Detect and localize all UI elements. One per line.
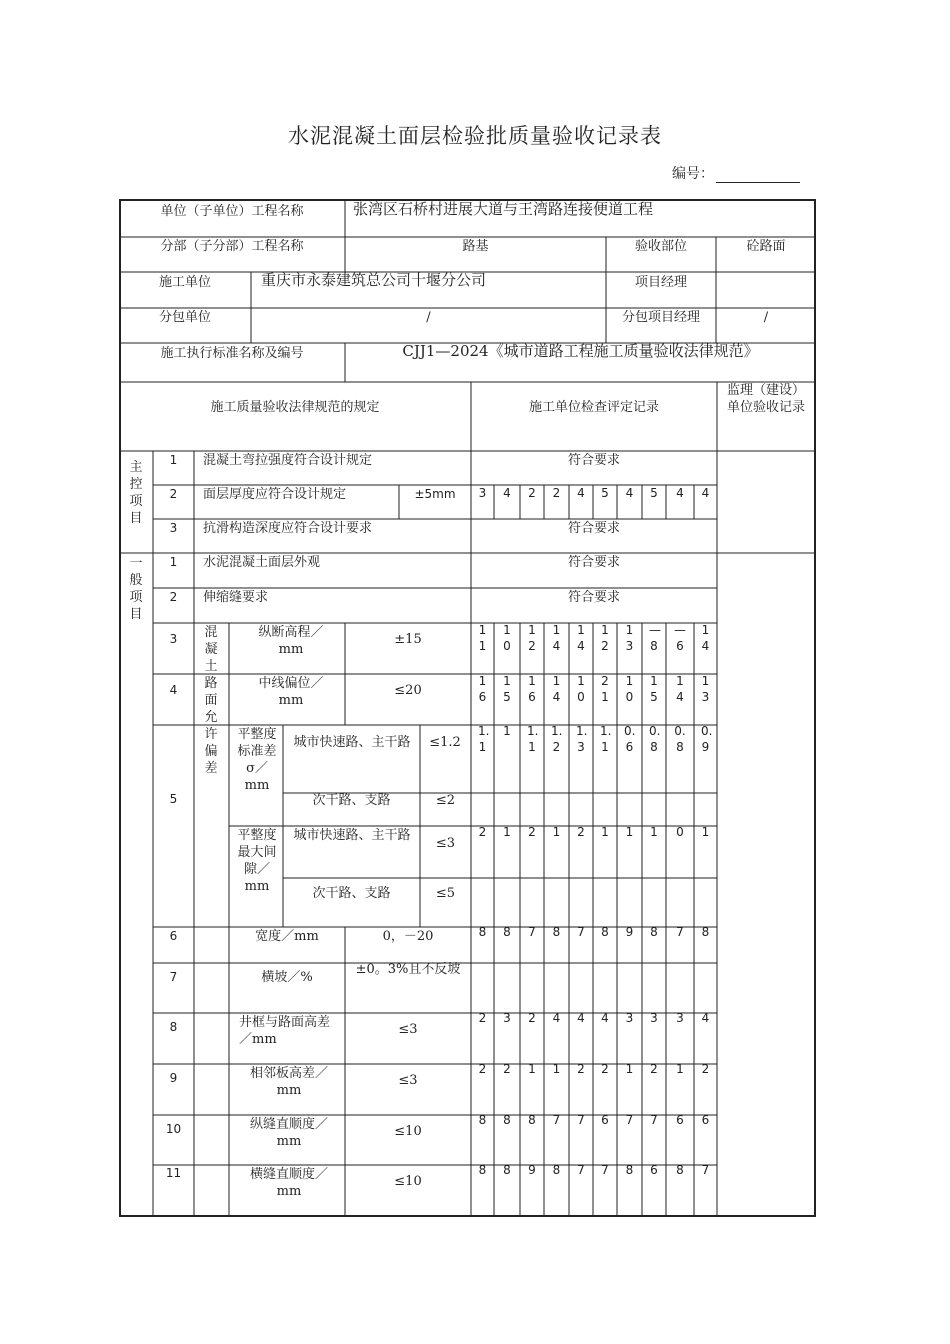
- deviation-item-tolerance: ≤3: [398, 1022, 418, 1037]
- sub-project-label: 分部（子分部）工程名称: [160, 239, 304, 254]
- deviation-item-name: 纵缝直顺度／mm: [249, 1117, 328, 1149]
- measurement-value: —8: [649, 623, 661, 653]
- measurement-value: 1: [552, 825, 561, 839]
- measurement-value: 8: [478, 925, 487, 939]
- measurement-value: 8: [503, 1163, 511, 1177]
- measurement-value: 21: [601, 674, 609, 704]
- deviation-item-name: 中线偏位／mm: [258, 676, 324, 708]
- measurement-value: 7: [577, 925, 585, 939]
- general-group-label: 一般项目: [129, 556, 143, 622]
- main-item-result: 符合要求: [567, 453, 620, 468]
- measurement-value: 12: [601, 623, 609, 653]
- measurement-value: 8: [676, 1163, 684, 1177]
- measurement-value: 1.1: [478, 724, 490, 754]
- measurement-value: 2: [528, 825, 536, 839]
- measurement-value: 2: [601, 1062, 609, 1076]
- measurement-value: 1.3: [576, 724, 588, 754]
- measurement-value: 1: [650, 825, 658, 839]
- constructor-label: 施工单位: [158, 275, 211, 290]
- main-item-name: 抗滑构造深度应符合设计要求: [203, 521, 373, 536]
- unit-project-label: 单位（子单位）工程名称: [160, 204, 304, 219]
- page-title: 水泥混凝土面层检验批质量验收记录表: [288, 124, 662, 148]
- measurement-value: 1.1: [527, 724, 539, 754]
- measurement-value: 4: [601, 1011, 609, 1025]
- deviation-item-tolerance: ≤3: [398, 1073, 418, 1088]
- measurement-value: 2: [650, 1062, 658, 1076]
- measurement-value: 13: [625, 623, 634, 653]
- deviation-item-no: 4: [169, 683, 178, 697]
- measurement-value: 7: [601, 1163, 609, 1177]
- deviation-item-no: 8: [169, 1020, 178, 1034]
- deviation-item-name: 纵断高程／mm: [258, 625, 324, 657]
- flatness-item-no: 5: [169, 792, 178, 806]
- deviation-group-label: 混凝土路面允许偏差: [204, 625, 218, 776]
- measurement-value: 6: [601, 1113, 609, 1127]
- measurement-value: 9: [625, 925, 634, 939]
- deviation-item-no: 3: [169, 632, 178, 646]
- measurement-value: 7: [625, 1113, 634, 1127]
- general-item-no: 1: [169, 555, 178, 569]
- measurement-value: 11: [478, 623, 487, 653]
- supervisor-column-header: 监理（建设）单位验收记录: [726, 383, 805, 415]
- flatness-tolerance: ≤3: [435, 836, 456, 851]
- unit-project-value: 张湾区石桥村进展大道与王湾路连接便道工程: [353, 200, 654, 218]
- measurement-value: 4: [577, 486, 585, 500]
- main-item-name: 面层厚度应符合设计规定: [203, 487, 347, 502]
- deviation-item-tolerance: ±15: [394, 632, 422, 647]
- measurement-value: 8: [552, 1163, 561, 1177]
- measurement-value: 8: [552, 925, 561, 939]
- deviation-item-name: 井框与路面高差／mm: [239, 1015, 331, 1047]
- measurement-value: 10: [625, 674, 634, 704]
- deviation-item-name: 宽度／mm: [255, 929, 319, 944]
- measurement-value: —6: [674, 623, 686, 653]
- measurement-value: 0.6: [624, 724, 636, 754]
- measurement-value: 8: [503, 925, 511, 939]
- measurement-value: 5: [601, 486, 609, 500]
- measurement-value: 6: [650, 1163, 658, 1177]
- measurement-value: 4: [701, 486, 710, 500]
- flatness-tolerance: ≤2: [435, 793, 456, 808]
- measurement-value: 9: [528, 1163, 536, 1177]
- measurement-value: 8: [528, 1113, 536, 1127]
- general-item-result: 符合要求: [567, 555, 620, 570]
- project-manager-label: 项目经理: [634, 275, 687, 290]
- sub-project-value: 路基: [462, 239, 489, 254]
- measurement-value: 4: [503, 486, 511, 500]
- general-item-result: 符合要求: [567, 590, 620, 605]
- measurement-value: 14: [577, 623, 585, 653]
- measurement-value: 16: [528, 674, 536, 704]
- measurement-value: 1.2: [551, 724, 563, 754]
- measurement-value: 4: [552, 1011, 561, 1025]
- measurement-value: 2: [552, 486, 561, 500]
- measurement-value: 2: [503, 1062, 511, 1076]
- measurement-value: 1: [625, 825, 634, 839]
- spec-column-header: 施工质量验收法律规范的规定: [210, 400, 380, 415]
- measurement-value: 4: [701, 1011, 710, 1025]
- measurement-value: 2: [577, 825, 585, 839]
- measurement-value: 6: [701, 1113, 710, 1127]
- inspection-table: [119, 199, 816, 1217]
- deviation-item-no: 9: [169, 1071, 178, 1085]
- measurement-value: 7: [552, 1113, 561, 1127]
- measurement-value: 1: [625, 1062, 634, 1076]
- measurement-value: 8: [478, 1113, 487, 1127]
- general-item-name: 伸缩缝要求: [203, 590, 269, 605]
- deviation-item-tolerance: 0，－20: [382, 929, 434, 944]
- measurement-value: 3: [625, 1011, 634, 1025]
- deviation-item-no: 10: [165, 1122, 182, 1136]
- acceptance-part-value: 砼路面: [746, 239, 786, 254]
- deviation-item-tolerance: ±0。3%且不反坡: [355, 962, 461, 977]
- measurement-value: 4: [625, 486, 634, 500]
- measurement-value: 15: [503, 674, 511, 704]
- flatness-road-type: 城市快速路、主干路: [293, 735, 411, 750]
- measurement-value: 8: [625, 1163, 634, 1177]
- measurement-value: 7: [701, 1163, 710, 1177]
- deviation-item-tolerance: ≤20: [394, 683, 422, 698]
- measurement-value: 14: [701, 623, 710, 653]
- measurement-value: 7: [577, 1113, 585, 1127]
- doc-number-label: 编号：: [672, 166, 714, 182]
- measurement-value: 15: [650, 674, 658, 704]
- measurement-value: 1: [601, 825, 609, 839]
- measurement-value: 8: [601, 925, 609, 939]
- measurement-value: 14: [552, 674, 561, 704]
- sub-pm-value: /: [763, 310, 769, 325]
- acceptance-part-label: 验收部位: [634, 239, 687, 254]
- measurement-value: 5: [650, 486, 658, 500]
- flatness-tolerance: ≤5: [435, 886, 456, 901]
- doc-number: [672, 163, 800, 183]
- deviation-item-no: 7: [169, 970, 178, 984]
- measurement-value: 7: [650, 1113, 658, 1127]
- measurement-value: 8: [503, 1113, 511, 1127]
- measurement-value: 8: [701, 925, 710, 939]
- flatness-road-type: 城市快速路、主干路: [293, 828, 411, 843]
- deviation-item-tolerance: ≤10: [394, 1124, 422, 1139]
- measurement-value: 2: [577, 1062, 585, 1076]
- deviation-item-no: 11: [165, 1166, 182, 1180]
- measurement-value: 0.8: [649, 724, 661, 754]
- deviation-item-no: 6: [169, 929, 178, 943]
- sub-pm-label: 分包项目经理: [621, 310, 700, 325]
- flatness-std-label: 平整度标准差σ／mm: [237, 727, 277, 793]
- flatness-road-type: 次干路、支路: [312, 793, 391, 808]
- main-control-group-label: 主控项目: [129, 460, 143, 526]
- measurement-value: 4: [676, 486, 684, 500]
- constructor-value: 重庆市永泰建筑总公司十堰分公司: [261, 271, 487, 289]
- main-item-no: 1: [169, 453, 178, 467]
- measurement-value: 2: [478, 1011, 487, 1025]
- measurement-value: 1: [503, 724, 511, 738]
- measurement-value: 7: [676, 925, 684, 939]
- measurement-value: 7: [528, 925, 536, 939]
- flatness-tolerance: ≤1.2: [429, 735, 461, 750]
- deviation-item-name: 相邻板高差／mm: [249, 1066, 328, 1098]
- measurement-value: 14: [676, 674, 684, 704]
- measurement-value: 12: [528, 623, 536, 653]
- general-item-name: 水泥混凝土面层外观: [203, 555, 321, 570]
- measurement-value: 1.1: [600, 724, 612, 754]
- doc-number-blank: [716, 168, 800, 183]
- flatness-max-label: 平整度最大间隙／mm: [237, 828, 277, 894]
- deviation-item-name: 横缝直顺度／mm: [249, 1167, 328, 1199]
- measurement-value: 1: [503, 825, 511, 839]
- measurement-value: 2: [478, 1062, 487, 1076]
- measurement-value: 1: [701, 825, 710, 839]
- measurement-value: 8: [478, 1163, 487, 1177]
- measurement-value: 2: [478, 825, 487, 839]
- measurement-value: 1: [676, 1062, 684, 1076]
- main-item-name: 混凝土弯拉强度符合设计规定: [203, 453, 373, 468]
- measurement-value: 0: [676, 825, 684, 839]
- flatness-road-type: 次干路、支路: [312, 886, 391, 901]
- measurement-value: 10: [503, 623, 511, 653]
- measurement-value: 0.8: [674, 724, 686, 754]
- measurement-value: 1: [552, 1062, 561, 1076]
- measurement-value: 13: [701, 674, 710, 704]
- subcontractor-value: /: [426, 310, 431, 325]
- main-item-no: 3: [169, 521, 178, 535]
- check-column-header: 施工单位检查评定记录: [528, 400, 659, 415]
- measurement-value: 10: [577, 674, 585, 704]
- measurement-value: 3: [503, 1011, 511, 1025]
- deviation-item-name: 横坡／%: [261, 970, 313, 985]
- general-item-no: 2: [169, 590, 178, 604]
- measurement-value: 3: [650, 1011, 658, 1025]
- main-item-tolerance: ±5mm: [414, 487, 456, 501]
- subcontractor-label: 分包单位: [158, 310, 211, 325]
- measurement-value: 8: [650, 925, 658, 939]
- measurement-value: 4: [577, 1011, 585, 1025]
- main-item-result: 符合要求: [567, 521, 620, 536]
- measurement-value: 3: [478, 486, 487, 500]
- measurement-value: 0.9: [701, 724, 713, 754]
- measurement-value: 6: [676, 1113, 684, 1127]
- measurement-value: 1: [528, 1062, 536, 1076]
- measurement-value: 16: [478, 674, 487, 704]
- measurement-value: 3: [676, 1011, 684, 1025]
- measurement-value: 2: [701, 1062, 710, 1076]
- standard-value: CJJ1—2024《城市道路工程施工质量验收法律规范》: [402, 342, 759, 360]
- standard-label: 施工执行标准名称及编号: [160, 346, 304, 361]
- measurement-value: 2: [528, 486, 536, 500]
- measurement-value: 7: [577, 1163, 585, 1177]
- measurement-value: 14: [552, 623, 561, 653]
- deviation-item-tolerance: ≤10: [394, 1174, 422, 1189]
- main-item-no: 2: [169, 487, 178, 501]
- measurement-value: 2: [528, 1011, 536, 1025]
